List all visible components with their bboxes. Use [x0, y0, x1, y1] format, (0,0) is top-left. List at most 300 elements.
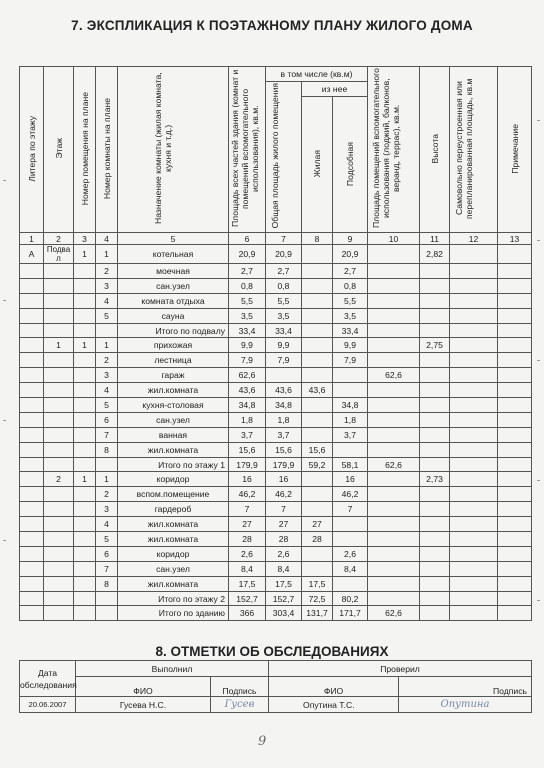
table-cell: [368, 264, 420, 279]
table-cell: комната отдыха: [118, 293, 229, 308]
table-cell: [74, 606, 96, 621]
header-height: Высота: [420, 67, 450, 233]
table-cell: 2,6: [266, 546, 302, 561]
header-pom-no: Номер помещения на плане: [74, 67, 96, 233]
table-cell: жил.комната: [118, 532, 229, 547]
table-cell: 179,9: [229, 457, 266, 472]
table-cell: [74, 502, 96, 517]
table-cell: Итого по подвалу: [118, 323, 229, 338]
table-cell: 0,8: [266, 278, 302, 293]
table-cell: 3: [96, 368, 118, 383]
table-cell: [450, 517, 498, 532]
table-cell: [333, 383, 368, 398]
table-cell: [44, 368, 74, 383]
table-cell: [74, 293, 96, 308]
performer-signature: Гусев: [211, 697, 269, 713]
table-cell: [44, 442, 74, 457]
table-cell: [302, 368, 333, 383]
table-cell: 3: [96, 502, 118, 517]
table-cell: 179,9: [266, 457, 302, 472]
table-cell: 8: [96, 576, 118, 591]
table-cell: [368, 532, 420, 547]
table-cell: 3,5: [229, 308, 266, 323]
table-cell: [96, 606, 118, 621]
table-cell: Итого по этажу 1: [118, 457, 229, 472]
table-cell: 5: [96, 398, 118, 413]
table-cell: [368, 472, 420, 487]
column-number: 11: [420, 233, 450, 245]
table-cell: [20, 576, 44, 591]
table-cell: 1: [96, 338, 118, 353]
table-cell: [498, 338, 532, 353]
table-cell: [420, 561, 450, 576]
table-cell: 2,73: [420, 472, 450, 487]
table-cell: 0,8: [229, 278, 266, 293]
header-litera: Литера по этажу: [20, 67, 44, 233]
table-row: [20, 264, 532, 279]
table-row: [20, 338, 532, 353]
table-cell: [450, 606, 498, 621]
table-cell: 3: [96, 278, 118, 293]
table-row: [20, 502, 532, 517]
table-cell: [450, 245, 498, 264]
table-cell: [44, 278, 74, 293]
table-cell: 20,9: [266, 245, 302, 264]
table-cell: [368, 576, 420, 591]
header-iz-nee: из нее: [302, 82, 368, 97]
table-cell: [74, 412, 96, 427]
table-cell: [420, 487, 450, 502]
table-cell: [368, 412, 420, 427]
table-cell: 152,7: [266, 591, 302, 606]
table-cell: [74, 278, 96, 293]
table-cell: [368, 293, 420, 308]
table-cell: [498, 532, 532, 547]
table-cell: 1,8: [229, 412, 266, 427]
table-cell: [420, 323, 450, 338]
table-cell: [44, 323, 74, 338]
table-cell: [302, 353, 333, 368]
table-cell: 34,8: [229, 398, 266, 413]
table-cell: [74, 576, 96, 591]
section8-title: 8. ОТМЕТКИ ОБ ОБСЛЕДОВАНИЯХ: [155, 644, 389, 659]
checker-sign-label: Подпись: [399, 677, 532, 697]
table-row: [20, 368, 532, 383]
table-cell: 5,5: [266, 293, 302, 308]
table-cell: [20, 383, 44, 398]
table-cell: Итого по этажу 2: [118, 591, 229, 606]
table-row: [20, 293, 532, 308]
table-cell: 17,5: [266, 576, 302, 591]
table-cell: [74, 398, 96, 413]
table-cell: [20, 457, 44, 472]
table-cell: 1: [74, 338, 96, 353]
table-row: [20, 532, 532, 547]
table-cell: [498, 472, 532, 487]
table-cell: [44, 353, 74, 368]
table-cell: [333, 442, 368, 457]
column-number: 2: [44, 233, 74, 245]
table-cell: [450, 546, 498, 561]
table-cell: [450, 338, 498, 353]
table-cell: [74, 308, 96, 323]
table-cell: 2,7: [333, 264, 368, 279]
table-cell: 5: [96, 308, 118, 323]
table-cell: [74, 264, 96, 279]
table-cell: 28: [229, 532, 266, 547]
table-cell: [266, 368, 302, 383]
table-cell: 9,9: [229, 338, 266, 353]
table-cell: [302, 472, 333, 487]
section7-title: 7. ЭКСПЛИКАЦИЯ К ПОЭТАЖНОМУ ПЛАНУ ЖИЛОГО ДОМА: [71, 18, 473, 33]
table-cell: [420, 264, 450, 279]
table-cell: 6: [96, 546, 118, 561]
table-cell: [368, 442, 420, 457]
table-cell: 1,8: [333, 412, 368, 427]
table-cell: [368, 546, 420, 561]
table-cell: [74, 353, 96, 368]
table-cell: 16: [266, 472, 302, 487]
table-cell: [44, 532, 74, 547]
column-number: 5: [118, 233, 229, 245]
table-cell: [74, 457, 96, 472]
table-cell: 3,7: [333, 427, 368, 442]
table-cell: [368, 383, 420, 398]
table-cell: [450, 472, 498, 487]
table-cell: [498, 591, 532, 606]
table-cell: [368, 338, 420, 353]
table-cell: [498, 546, 532, 561]
table-cell: [450, 427, 498, 442]
table-cell: 4: [96, 293, 118, 308]
header-v-tom-chisle: в том числе (кв.м): [266, 67, 368, 82]
table-cell: 3,5: [333, 308, 368, 323]
table-cell: [302, 427, 333, 442]
table-row: [20, 323, 532, 338]
table-cell: моечная: [118, 264, 229, 279]
table-row: [20, 576, 532, 591]
table-cell: [420, 278, 450, 293]
table-row: [20, 383, 532, 398]
table-cell: [20, 264, 44, 279]
table-row: [20, 517, 532, 532]
table-cell: [420, 606, 450, 621]
table-cell: 27: [302, 517, 333, 532]
table-cell: [44, 427, 74, 442]
table-cell: 2: [44, 472, 74, 487]
table-cell: [74, 546, 96, 561]
table-cell: [450, 398, 498, 413]
table-cell: сан.узел: [118, 412, 229, 427]
table-cell: [20, 546, 44, 561]
margin-mark: [3, 540, 6, 541]
table-cell: [20, 323, 44, 338]
table-cell: [450, 308, 498, 323]
table-cell: 7,9: [229, 353, 266, 368]
table-cell: 3,7: [266, 427, 302, 442]
table-cell: [420, 383, 450, 398]
table-row: [20, 245, 532, 264]
table-cell: 2: [96, 487, 118, 502]
table-cell: [450, 278, 498, 293]
table-cell: 80,2: [333, 591, 368, 606]
table-cell: 16: [229, 472, 266, 487]
table-cell: 2,82: [420, 245, 450, 264]
table-cell: 17,5: [229, 576, 266, 591]
table-cell: 16: [333, 472, 368, 487]
table-cell: 72,5: [302, 591, 333, 606]
survey-date: 20.06.2007: [20, 697, 76, 713]
table-cell: [450, 502, 498, 517]
survey-checked-label: Проверил: [269, 661, 532, 677]
table-cell: 2: [96, 264, 118, 279]
table-cell: [302, 561, 333, 576]
table-cell: ванная: [118, 427, 229, 442]
header-podsob: Подсобная: [333, 97, 368, 233]
table-cell: [368, 323, 420, 338]
table-cell: 1: [74, 245, 96, 264]
table-cell: 15,6: [302, 442, 333, 457]
table-cell: [368, 398, 420, 413]
table-cell: 4: [96, 517, 118, 532]
column-number: 3: [74, 233, 96, 245]
table-cell: [20, 368, 44, 383]
table-cell: 33,4: [229, 323, 266, 338]
table-cell: [450, 264, 498, 279]
table-cell: [74, 517, 96, 532]
table-cell: [498, 442, 532, 457]
table-row: [20, 487, 532, 502]
table-cell: [420, 517, 450, 532]
table-cell: [20, 353, 44, 368]
table-cell: [44, 487, 74, 502]
table-cell: [20, 487, 44, 502]
header-prim: Примечание: [498, 67, 532, 233]
survey-performed-label: Выполнил: [76, 661, 269, 677]
table-cell: 9,9: [266, 338, 302, 353]
table-cell: [302, 264, 333, 279]
table-cell: [368, 278, 420, 293]
table-cell: 171,7: [333, 606, 368, 621]
table-cell: 1: [74, 472, 96, 487]
table-cell: [450, 293, 498, 308]
table-row: [20, 427, 532, 442]
column-number-row: [20, 233, 532, 245]
table-cell: [498, 323, 532, 338]
table-cell: [420, 502, 450, 517]
column-number: 4: [96, 233, 118, 245]
table-cell: сауна: [118, 308, 229, 323]
table-cell: 3,5: [266, 308, 302, 323]
table-cell: [420, 353, 450, 368]
table-cell: [20, 561, 44, 576]
margin-mark: [3, 300, 6, 301]
table-cell: 62,6: [368, 368, 420, 383]
table-cell: [450, 576, 498, 591]
table-cell: [44, 576, 74, 591]
table-cell: [420, 457, 450, 472]
table-cell: [302, 546, 333, 561]
table-cell: [498, 412, 532, 427]
table-cell: [20, 338, 44, 353]
table-cell: [74, 591, 96, 606]
margin-mark: [537, 240, 540, 241]
table-cell: 7,9: [333, 353, 368, 368]
table-cell: [96, 591, 118, 606]
table-cell: [20, 606, 44, 621]
table-row: [20, 308, 532, 323]
header-room-no: Номер комнаты на плане: [96, 67, 118, 233]
table-cell: 20,9: [229, 245, 266, 264]
table-cell: 366: [229, 606, 266, 621]
table-row: [20, 353, 532, 368]
table-cell: 7: [333, 502, 368, 517]
table-cell: [74, 427, 96, 442]
table-cell: Итого по зданию: [118, 606, 229, 621]
table-cell: 7: [96, 561, 118, 576]
table-cell: [498, 264, 532, 279]
table-cell: [420, 546, 450, 561]
table-row: [20, 412, 532, 427]
table-cell: [44, 457, 74, 472]
table-cell: гардероб: [118, 502, 229, 517]
table-cell: [450, 368, 498, 383]
table-cell: [302, 502, 333, 517]
header-etazh: Этаж: [44, 67, 74, 233]
table-cell: [44, 293, 74, 308]
table-cell: 2,6: [229, 546, 266, 561]
table-cell: 7: [229, 502, 266, 517]
table-row: [20, 398, 532, 413]
table-cell: Подвал: [44, 245, 74, 264]
table-cell: [498, 353, 532, 368]
table-cell: 46,2: [333, 487, 368, 502]
table-cell: гараж: [118, 368, 229, 383]
explication-body: [20, 245, 532, 621]
table-cell: 33,4: [333, 323, 368, 338]
table-cell: кухня-столовая: [118, 398, 229, 413]
table-cell: [450, 442, 498, 457]
table-cell: [420, 293, 450, 308]
table-row: [20, 442, 532, 457]
table-cell: [20, 591, 44, 606]
table-cell: жил.комната: [118, 517, 229, 532]
table-row: [20, 591, 532, 606]
page-number: 9: [258, 734, 267, 749]
table-cell: [74, 368, 96, 383]
table-cell: [74, 383, 96, 398]
table-cell: [498, 487, 532, 502]
header-obsh: Общая площадь жилого помещения: [266, 82, 302, 233]
table-cell: 5: [96, 532, 118, 547]
table-cell: 27: [229, 517, 266, 532]
table-cell: 131,7: [302, 606, 333, 621]
table-cell: [74, 487, 96, 502]
table-cell: прихожая: [118, 338, 229, 353]
table-cell: 7,9: [266, 353, 302, 368]
header-samovol: Самовольно переустроенная или перепланированная площадь, кв.м: [450, 67, 498, 233]
table-cell: [450, 487, 498, 502]
table-cell: 3,7: [229, 427, 266, 442]
table-cell: [44, 561, 74, 576]
table-cell: [498, 383, 532, 398]
table-cell: 0,8: [333, 278, 368, 293]
table-cell: [333, 517, 368, 532]
header-naznach: Назначение комнаты (жилая комната, кухня и т.д.): [118, 67, 229, 233]
table-cell: [74, 532, 96, 547]
table-cell: 5,5: [229, 293, 266, 308]
table-cell: 1: [44, 338, 74, 353]
table-cell: сан.узел: [118, 561, 229, 576]
table-cell: 17,5: [302, 576, 333, 591]
table-cell: [368, 502, 420, 517]
table-cell: 2,7: [229, 264, 266, 279]
table-cell: [420, 576, 450, 591]
column-number: 8: [302, 233, 333, 245]
table-cell: 1: [96, 245, 118, 264]
table-cell: [20, 293, 44, 308]
table-cell: 15,6: [266, 442, 302, 457]
table-cell: 34,8: [333, 398, 368, 413]
table-cell: [450, 457, 498, 472]
table-cell: 8,4: [333, 561, 368, 576]
table-cell: 62,6: [368, 606, 420, 621]
table-cell: [333, 576, 368, 591]
header-vspom: Площадь помещений вспомогательного использования (лоджий, балконов, веранд, террас), кв.м.: [368, 67, 420, 233]
column-number: 6: [229, 233, 266, 245]
table-cell: [368, 353, 420, 368]
table-cell: [302, 293, 333, 308]
header-zhil: Жилая: [302, 97, 333, 233]
survey-table: [19, 660, 532, 713]
table-cell: [498, 368, 532, 383]
table-cell: 20,9: [333, 245, 368, 264]
table-cell: 7: [266, 502, 302, 517]
table-cell: [302, 338, 333, 353]
table-row: [20, 561, 532, 576]
table-cell: [302, 278, 333, 293]
table-cell: [20, 278, 44, 293]
checker-fio-label: ФИО: [269, 677, 399, 697]
table-cell: [44, 517, 74, 532]
table-cell: [74, 561, 96, 576]
table-cell: [498, 606, 532, 621]
table-cell: [498, 278, 532, 293]
table-cell: [498, 245, 532, 264]
table-cell: [498, 502, 532, 517]
table-cell: 1: [96, 472, 118, 487]
table-cell: [498, 293, 532, 308]
table-cell: котельная: [118, 245, 229, 264]
table-cell: 8,4: [266, 561, 302, 576]
survey-date-label: Дата обследования: [20, 661, 76, 697]
table-cell: 303,4: [266, 606, 302, 621]
table-cell: [44, 502, 74, 517]
table-cell: 15,6: [229, 442, 266, 457]
margin-mark: [537, 600, 540, 601]
table-cell: [498, 427, 532, 442]
column-number: 10: [368, 233, 420, 245]
table-cell: [44, 606, 74, 621]
table-cell: [44, 412, 74, 427]
table-cell: [20, 517, 44, 532]
checker-name: Опутина Т.С.: [269, 697, 399, 713]
table-cell: 2,7: [266, 264, 302, 279]
table-cell: 152,7: [229, 591, 266, 606]
table-cell: [302, 487, 333, 502]
column-number: 1: [20, 233, 44, 245]
table-cell: [498, 398, 532, 413]
